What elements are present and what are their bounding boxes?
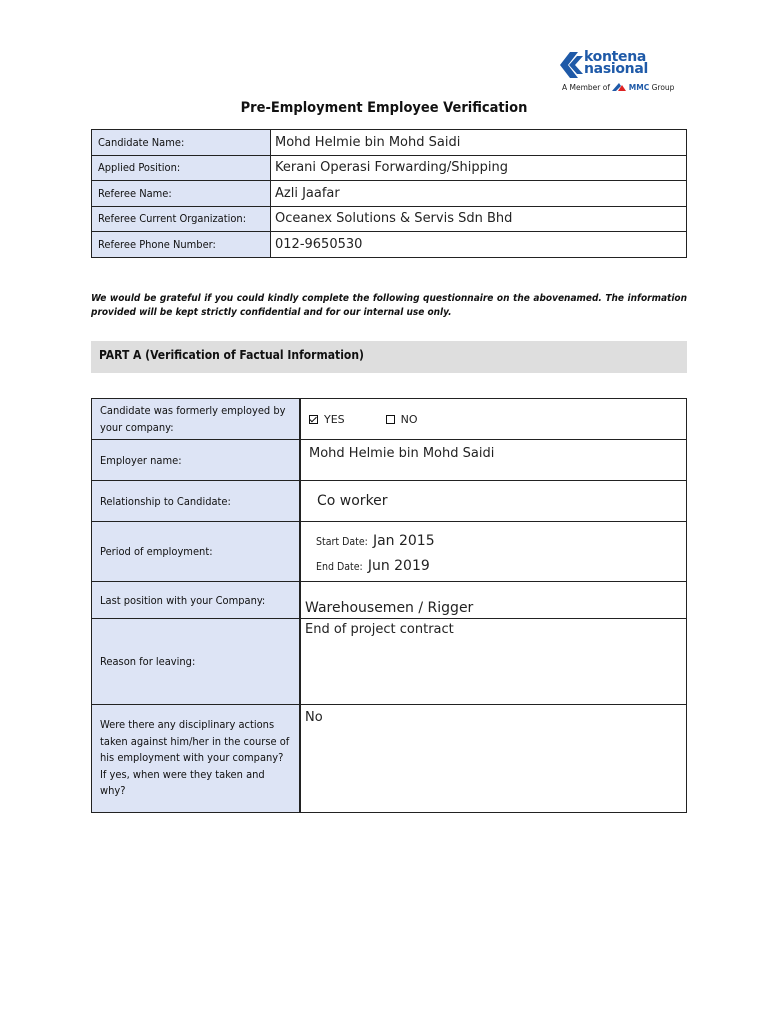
member-prefix: A Member of (562, 83, 610, 92)
last-position-field[interactable]: Warehousemen / Rigger (300, 582, 687, 619)
employer-name-label: Employer name: (92, 440, 301, 481)
kontena-logo-icon (560, 52, 584, 78)
candidate-name-field[interactable]: Mohd Helmie bin Mohd Saidi (271, 130, 687, 156)
table-row (92, 582, 687, 619)
part-a-table (91, 398, 687, 813)
reason-leaving-label: Reason for leaving: (92, 619, 301, 705)
end-date-label: End Date: (316, 560, 363, 573)
employer-name-field[interactable]: Mohd Helmie bin Mohd Saidi (300, 440, 687, 481)
relationship-label: Relationship to Candidate: (92, 481, 301, 522)
unchecked-box-icon (386, 415, 395, 424)
intro-note: We would be grateful if you could kindly complete the following questionnaire on the abovenamed. The information provided will be kept strictly confidential and for our internal use only. (91, 293, 687, 318)
referee-name-label: Referee Name: (92, 181, 271, 207)
end-date-field[interactable]: Jun 2019 (367, 557, 430, 574)
member-suffix: Group (651, 83, 675, 92)
member-brand: MMC (628, 83, 650, 92)
disciplinary-label: Were there any disciplinary actions taken against him/her in the course of his employment with your company? If yes, when were they taken and why? (92, 705, 301, 813)
relationship-field[interactable]: Co worker (300, 481, 687, 522)
formerly-employed-label: Candidate was formerly employed by your company: (92, 399, 301, 440)
table-row (92, 619, 687, 705)
reason-leaving-field[interactable]: End of project contract (300, 619, 687, 705)
table-row (92, 130, 687, 156)
no-checkbox[interactable] (386, 413, 418, 426)
disciplinary-field[interactable]: No (300, 705, 687, 813)
referee-organization-label: Referee Current Organization: (92, 206, 271, 232)
referee-name-field[interactable]: Azli Jaafar (271, 181, 687, 207)
logo-word-kontena: kontena (584, 49, 647, 65)
referee-phone-label: Referee Phone Number: (92, 232, 271, 258)
table-row (92, 206, 687, 232)
table-row (92, 155, 687, 181)
checked-box-icon (309, 415, 318, 424)
candidate-info-table (91, 129, 687, 258)
yes-checkbox[interactable] (309, 413, 345, 426)
yes-label: YES (324, 412, 345, 426)
period-fields (300, 522, 687, 582)
part-a-heading: PART A (Verification of Factual Information) (91, 341, 687, 373)
start-date-label: Start Date: (316, 535, 368, 548)
table-row (92, 399, 687, 440)
applied-position-field[interactable]: Kerani Operasi Forwarding/Shipping (271, 155, 687, 181)
last-position-label: Last position with your Company: (92, 582, 301, 619)
table-row (92, 181, 687, 207)
formerly-employed-options (300, 399, 687, 440)
referee-phone-field[interactable]: 012-9650530 (271, 232, 687, 258)
period-label: Period of employment: (92, 522, 301, 582)
table-row (92, 522, 687, 582)
referee-organization-field[interactable]: Oceanex Solutions & Servis Sdn Bhd (271, 206, 687, 232)
table-row (92, 440, 687, 481)
logo-member-line (562, 83, 674, 92)
table-row (92, 232, 687, 258)
table-row (92, 705, 687, 813)
company-logo (560, 50, 680, 96)
candidate-name-label: Candidate Name: (92, 130, 271, 156)
logo-word-nasional: nasional (584, 61, 648, 77)
table-row (92, 481, 687, 522)
no-label: NO (400, 412, 418, 426)
page-title: Pre-Employment Employee Verification (240, 100, 528, 116)
applied-position-label: Applied Position: (92, 155, 271, 181)
mmc-logo-icon (612, 83, 626, 91)
start-date-field[interactable]: Jan 2015 (372, 532, 435, 549)
